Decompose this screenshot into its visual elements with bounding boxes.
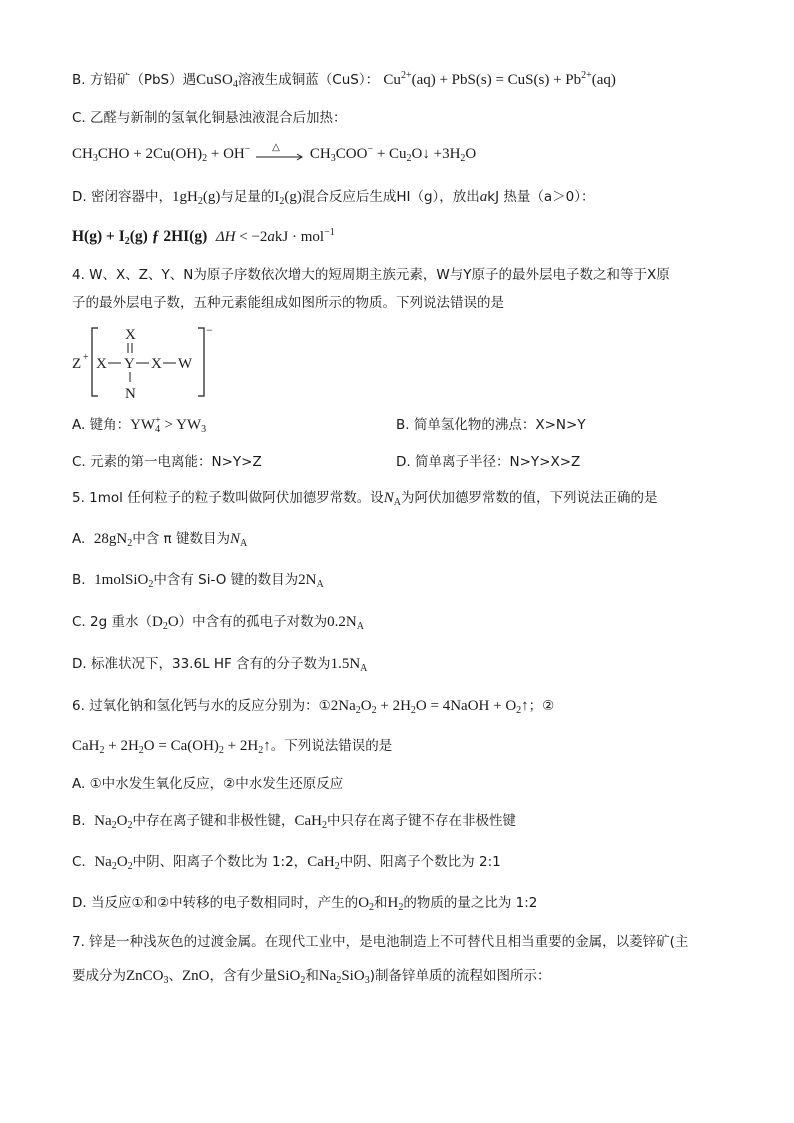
struct-bottom-n: N [125, 386, 136, 402]
right-bracket [198, 328, 204, 396]
q4-stem-line2: 子的最外层电子数，五种元素能组成如图所示的物质。下列说法错误的是 [72, 295, 504, 311]
q6-option-d: D. 当反应①和②中转移的电子数相同时，产生的$O_2$和$H_2$的物质的量之比为 1:2 [72, 895, 538, 913]
q3-b-label: B. 方铅矿（PbS）遇 [72, 72, 197, 88]
q4-option-a: A. 键角：$YW_4^+ > YW_3$ [72, 415, 207, 435]
q6-stem-line1: 6. 过氧化钠和氢化钙与水的反应分别为：$①2Na_2O_2 + 2H_2O$ = 4NaOH + $O_2↑$；② [72, 698, 555, 716]
q4-option-d: D. 简单离子半径：N>Y>X>Z [396, 454, 581, 470]
q5-option-b: B. 1molSiO$_2$中含有 Si-O 键的数目为$2N_A$ [72, 572, 324, 590]
struct-center-y: Y [124, 356, 135, 372]
q4-option-b: B. 简单氢化物的沸点：X>N>Y [396, 417, 586, 433]
q5-option-a: A. $28gN_2$中含 π 键数目为$N_A$ [72, 531, 248, 549]
heat-arrow-icon [254, 141, 306, 162]
q4-option-c: C. 元素的第一电离能：N>Y>Z [72, 454, 262, 470]
q3-b-equation: $Cu^{2+}(aq) + PbS(s) = CuS(s) + Pb^{2+}(aq)$ [383, 70, 616, 88]
q3-b-mid: 溶液生成铜蓝（CuS）： [237, 72, 380, 88]
q4-stem-line1: 4. W、X、Z、Y、N为原子序数依次增大的短周期主族元素，W与Y原子的最外层电子数之和等于X原 [72, 267, 670, 283]
struct-cation-charge: + [83, 352, 89, 363]
q3-option-d: D. 密闭容器中，$1gH_2(g)$与足量的$I_2(g)$混合反应后生成HI（g），放出akJ 热量（a＞0）： [72, 189, 595, 207]
q5-option-c: C. 2g 重水$(D_2O)$中含有的孤电子对数为$0.2N_A$ [72, 614, 364, 632]
heat-label: △ [272, 141, 280, 153]
q3-b-cuso4: CuSO$_4$ [196, 72, 238, 90]
q3-c-equation: $CH_3CHO + 2Cu(OH)_2 + OH^-$ △ $CH_3COO^-$ + $Cu_2O↓ +3H_2O$ [72, 144, 476, 164]
q5-option-d: D. 标准状况下，33.6L HF 含有的分子数为$1.5N_A$ [72, 656, 368, 674]
q4-structure-diagram [70, 322, 230, 402]
q6-option-b: B. $Na_2O_2$中存在离子键和非极性键，CaH$_2$中只存在离子键不存在非极性键 [72, 813, 516, 831]
q6-stem-line2: $CaH_2 + 2H_2O = Ca(OH)_2$ + $2H_2↑$。下列说法错误的是 [72, 738, 393, 756]
q5-stem: 5. 1mol 任何粒子的粒子数叫做阿伏加德罗常数。设$N_A$为阿伏加德罗常数的值，下列说法正确的是 [72, 490, 658, 508]
q7-stem-line2: 要成分为ZnCO$_3$、ZnO，含有少量SiO$_2$和$Na_2SiO_3$)制备锌单质的流程如图所示： [72, 968, 551, 986]
q3-option-c: C. 乙醛与新制的氢氧化铜悬浊液混合后加热： [72, 110, 347, 126]
q3-d-equation: $H(g) + I_2(g)$ ƒ 2HI(g) ΔH < −2akJ · mol$^{-1}$ [72, 227, 335, 247]
q7-stem-line1: 7. 锌是一种浅灰色的过渡金属。在现代工业中，是电池制造上不可替代且相当重要的金属，以菱锌矿(主 [72, 934, 689, 950]
struct-left-x: X [96, 356, 107, 372]
struct-anion-charge: − [206, 323, 213, 337]
struct-right-w: W [178, 356, 193, 372]
struct-top-x: X [125, 327, 136, 343]
q6-option-a: A. ①中水发生氧化反应，②中水发生还原反应 [72, 776, 344, 792]
struct-cation: Z [72, 356, 82, 372]
struct-right-x: X [151, 356, 162, 372]
q6-option-c: C. $Na_2O_2$中阴、阳离子个数比为 1:2，CaH$_2$中阴、阳离子个数比为 2:1 [72, 854, 501, 872]
q3-option-b [72, 70, 616, 90]
